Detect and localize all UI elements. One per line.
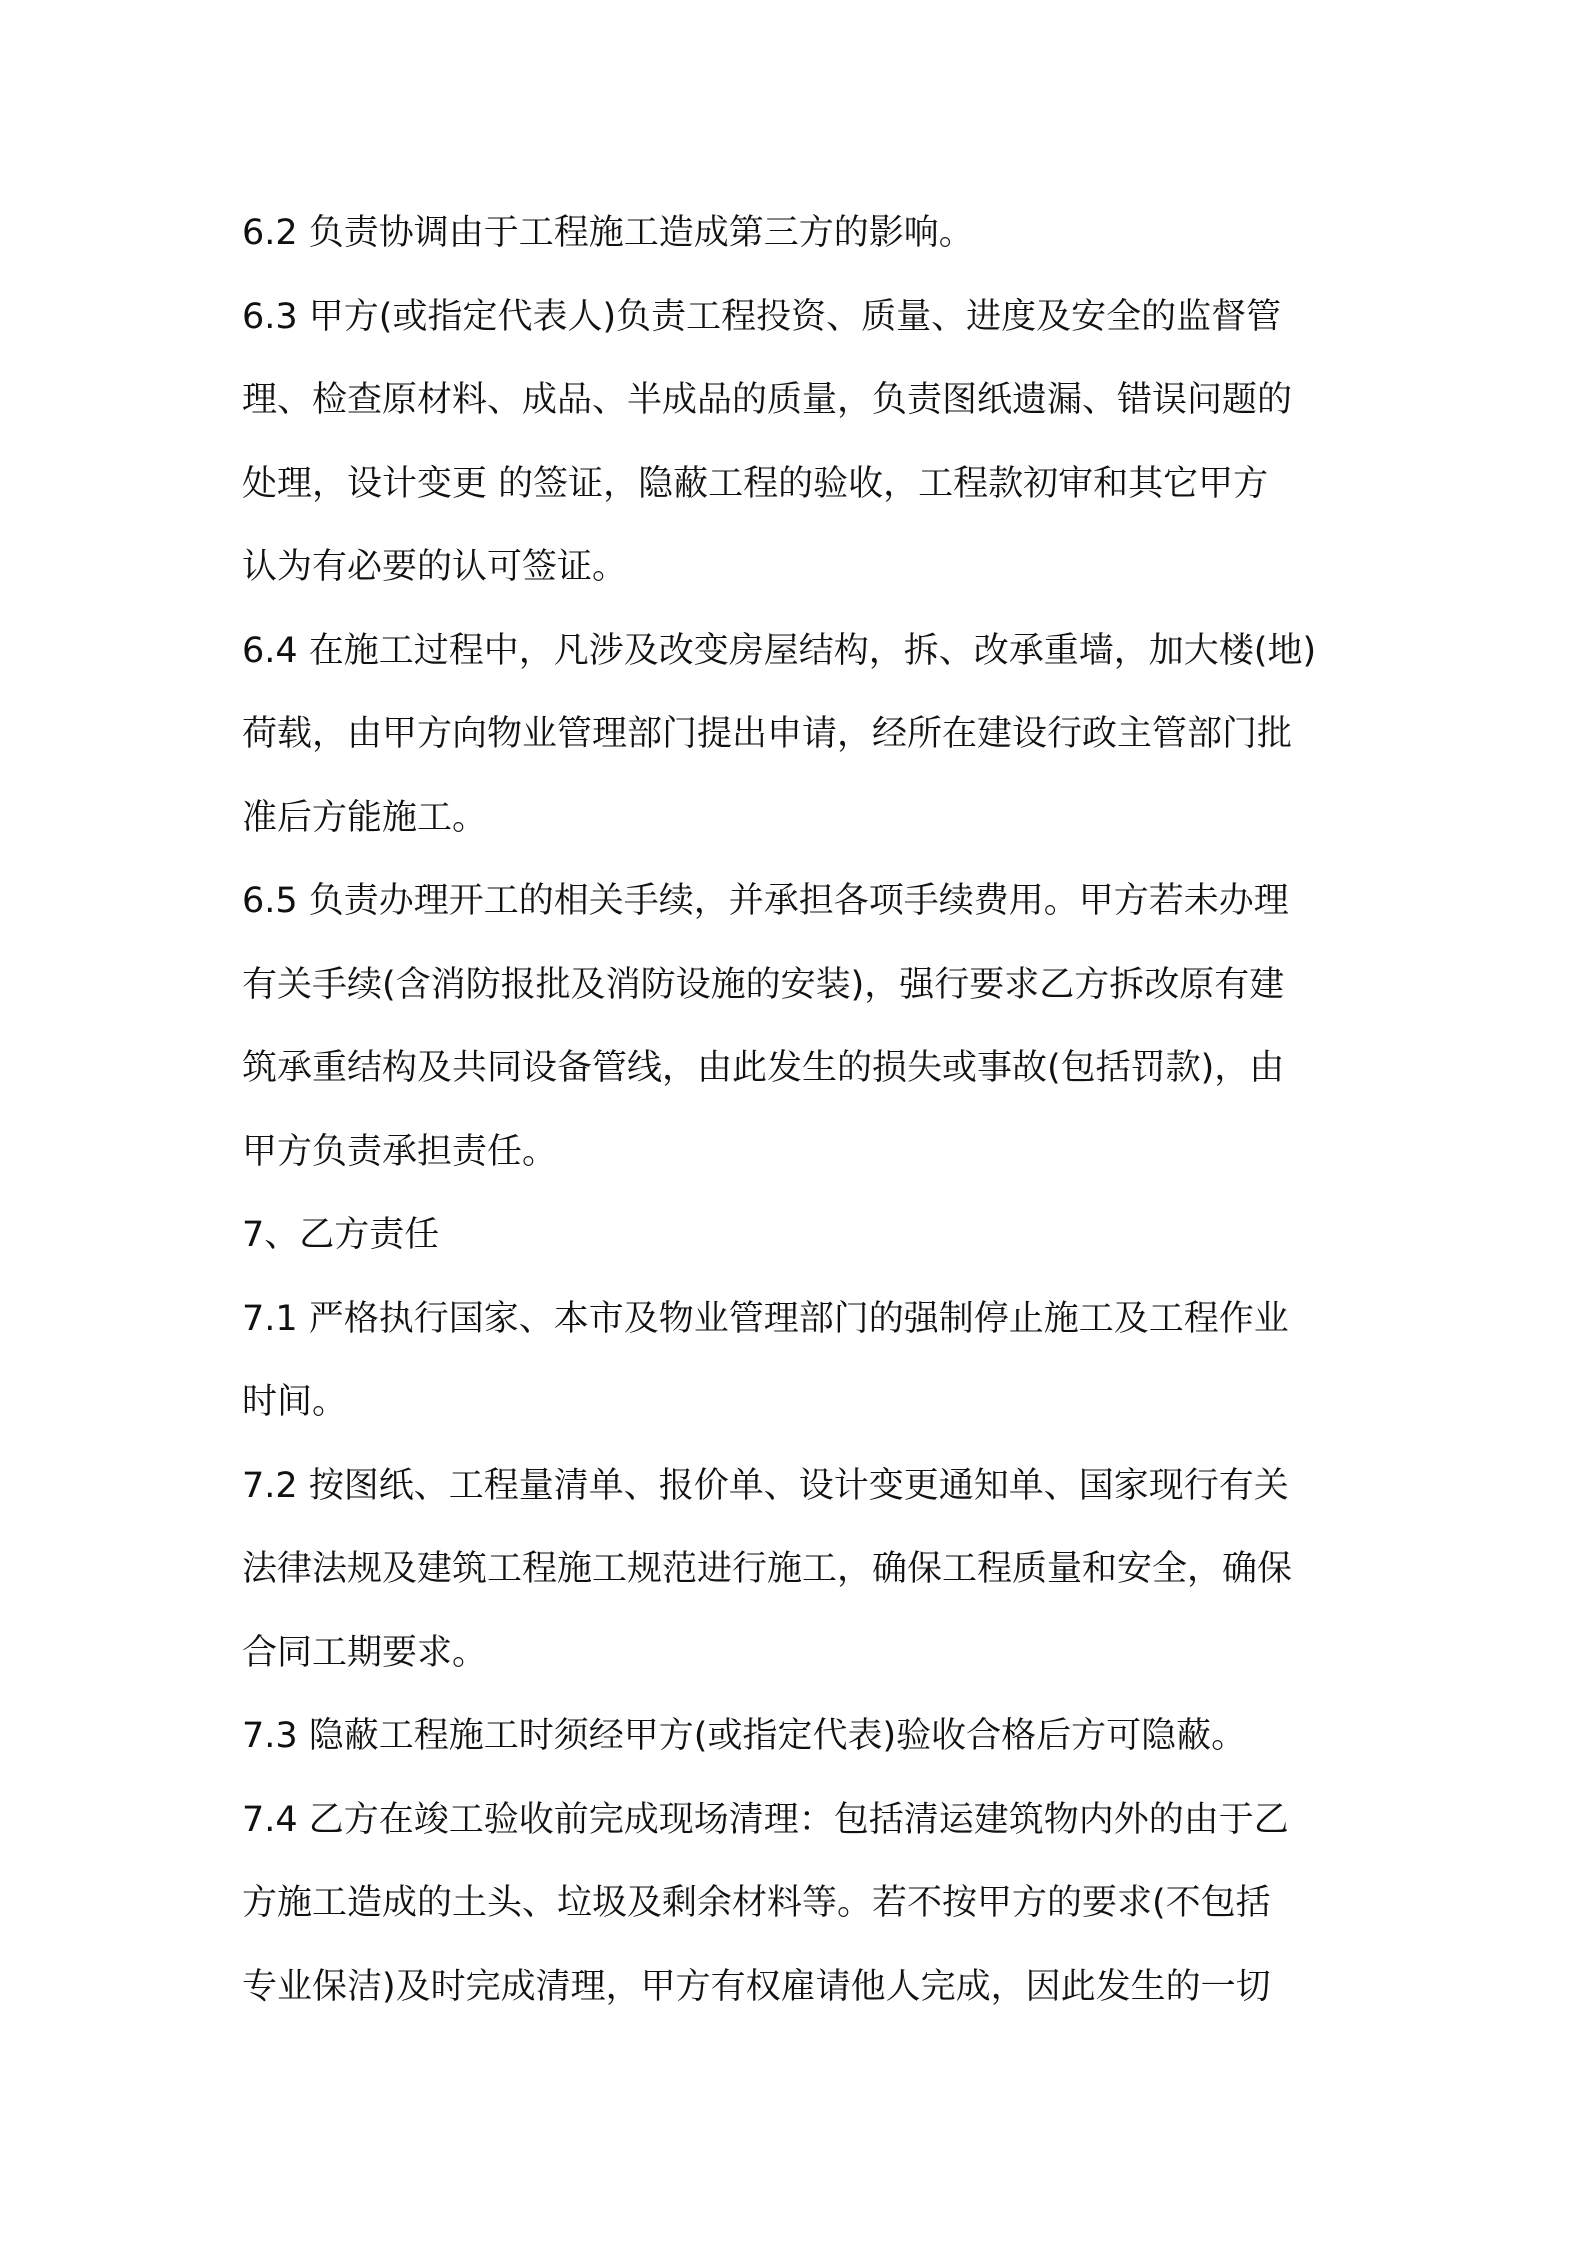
- clause-line: 合同工期要求。: [242, 1632, 488, 1673]
- clause-line: 7.3 隐蔽工程施工时须经甲方(或指定代表)验收合格后方可隐蔽。: [242, 1716, 1247, 1756]
- clause-line: 法律法规及建筑工程施工规范进行施工，确保工程质量和安全，确保: [242, 1549, 1293, 1589]
- clause-line: 甲方负责承担责任。: [242, 1131, 558, 1172]
- clause-line: 7、乙方责任: [242, 1215, 440, 1255]
- clause-line: 方施工造成的土头、垃圾及剩余材料等。若不按甲方的要求(不包括: [242, 1883, 1271, 1923]
- clause-line: 7.1 严格执行国家、本市及物业管理部门的强制停止施工及工程作业: [242, 1298, 1289, 1339]
- clause-paragraph: [242, 1445, 1362, 1696]
- clause-line: 认为有必要的认可签证。: [242, 547, 628, 587]
- clause-line: 6.5 负责办理开工的相关手续，并承担各项手续费用。甲方若未办理: [242, 881, 1289, 921]
- clause-line: 专业保洁)及时完成清理，甲方有权雇请他人完成，因此发生的一切: [242, 1966, 1271, 2007]
- clause-line: 理、检查原材料、成品、半成品的质量，负责图纸遗漏、错误问题的: [242, 380, 1293, 420]
- clause-line: 7.4 乙方在竣工验收前完成现场清理：包括清运建筑物内外的由于乙: [242, 1799, 1289, 1840]
- clause-line: 处理，设计变更 的签证，隐蔽工程的验收，工程款初审和其它甲方: [242, 463, 1269, 504]
- clause-line: 有关手续(含消防报批及消防设施的安装)，强行要求乙方拆改原有建: [242, 964, 1285, 1005]
- clause-line: 6.3 甲方(或指定代表人)负责工程投资、质量、进度及安全的监督管: [242, 296, 1282, 337]
- clause-line: 准后方能施工。: [242, 797, 488, 838]
- clause-paragraph: [242, 1779, 1362, 2030]
- clause-line: 时间。: [242, 1382, 348, 1422]
- clause-paragraph: [242, 860, 1362, 1194]
- clause-paragraph: [242, 276, 1362, 610]
- clause-line: 筑承重结构及共同设备管线，由此发生的损失或事故(包括罚款)，由: [242, 1048, 1285, 1088]
- clause-paragraph: [242, 1278, 1362, 1445]
- clause-paragraph: [242, 192, 1362, 276]
- clause-line: 7.2 按图纸、工程量清单、报价单、设计变更通知单、国家现行有关: [242, 1465, 1289, 1506]
- clause-paragraph: [242, 1194, 1362, 1278]
- clause-line: 6.4 在施工过程中，凡涉及改变房屋结构，拆、改承重墙，加大楼(地): [242, 630, 1317, 671]
- clause-paragraph: [242, 610, 1362, 861]
- document-body: [242, 192, 1362, 2029]
- clause-paragraph: [242, 1695, 1362, 1779]
- clause-line: 6.2 负责协调由于工程施工造成第三方的影响。: [242, 213, 974, 253]
- clause-line: 荷载，由甲方向物业管理部门提出申请，经所在建设行政主管部门批: [242, 714, 1293, 754]
